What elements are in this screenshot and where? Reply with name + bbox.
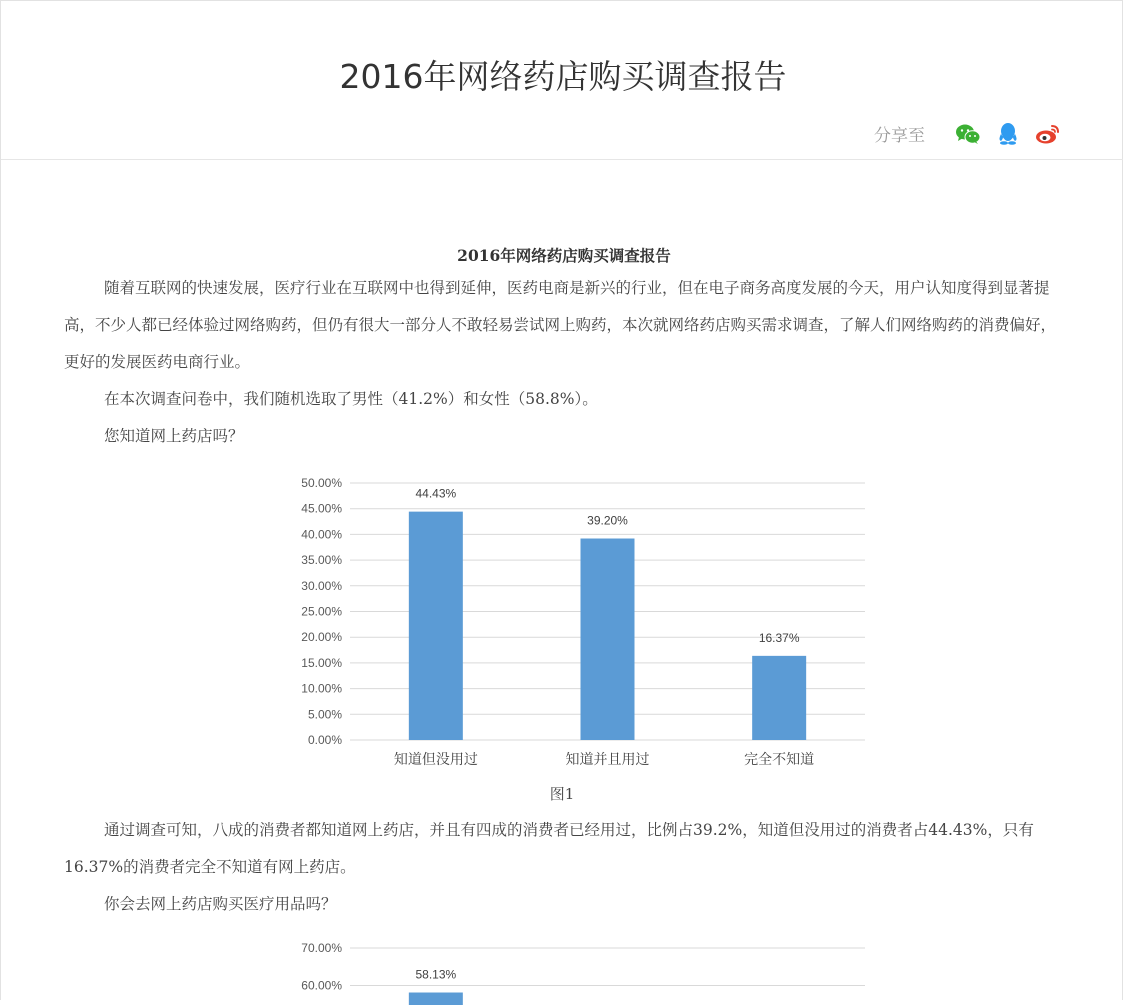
y-tick-label: 45.00% [301,501,342,516]
sample-paragraph: 在本次调查问卷中，我们随机选取了男性（41.2%）和女性（58.8%）。 [104,390,598,408]
share-bar [874,121,1061,146]
x-tick-label: 完全不知道 [744,752,815,768]
data-label: 44.43% [415,486,457,501]
x-tick-label: 知道并且用过 [565,752,650,768]
y-tick-label: 70.00% [301,941,342,955]
y-tick-label: 25.00% [301,604,342,619]
question-1: 您知道网上药店吗？ [104,427,244,445]
share-label: 分享至 [874,126,925,146]
article-header [1,1,1123,160]
weibo-icon[interactable] [1035,123,1061,145]
y-tick-label: 60.00% [301,978,342,993]
y-tick-label: 50.00% [301,476,342,490]
bar [581,539,635,740]
analysis-paragraph: 通过调查可知，八成的消费者都知道网上药店，并且有四成的消费者已经用过，比例占39.2%，知道但没用过的消费者占44.43%，只有16.37%的消费者完全不知道有网上药店。 [64,821,1034,876]
y-tick-label: 30.00% [301,578,342,593]
question-2: 你会去网上药店购买医疗用品吗？ [104,895,337,913]
chart-purchase [280,935,880,1005]
intro-paragraph: 随着互联网的快速发展，医疗行业在互联网中也得到延伸，医药电商是新兴的行业，但在电子商务高度发展的今天，用户认知度得到显著提高，不少人都已经体验过网络购药，但仍有很大一部分人不敢轻易尝试网上购药，本次就网络药店购买需求调查，了解人们网络购药的消费偏好，更好的发展医药电商行业。 [64,279,1057,371]
bar [409,993,463,1005]
x-tick-label: 知道但没用过 [393,752,478,768]
y-tick-label: 35.00% [301,553,342,568]
page-title: 2016年网络药店购买调查报告 [339,57,787,96]
article-body [64,230,1064,455]
bar [752,656,806,740]
article-heading: 2016年网络药店购买调查报告 [457,246,671,265]
qq-icon[interactable] [997,122,1019,146]
y-tick-label: 5.00% [307,707,342,722]
y-tick-label: 40.00% [301,527,342,542]
y-tick-label: 10.00% [301,681,342,696]
wechat-icon[interactable] [955,123,981,145]
data-label: 16.37% [758,630,800,645]
chart-awareness [280,470,880,775]
article-body-2 [64,812,1064,923]
figure-1-caption: 图1 [549,785,575,803]
y-tick-label: 20.00% [301,630,342,645]
y-tick-label: 0.00% [307,733,342,747]
data-label: 39.20% [587,513,628,528]
data-label: 58.13% [415,967,457,982]
bar [409,512,463,740]
y-tick-label: 15.00% [301,655,342,670]
